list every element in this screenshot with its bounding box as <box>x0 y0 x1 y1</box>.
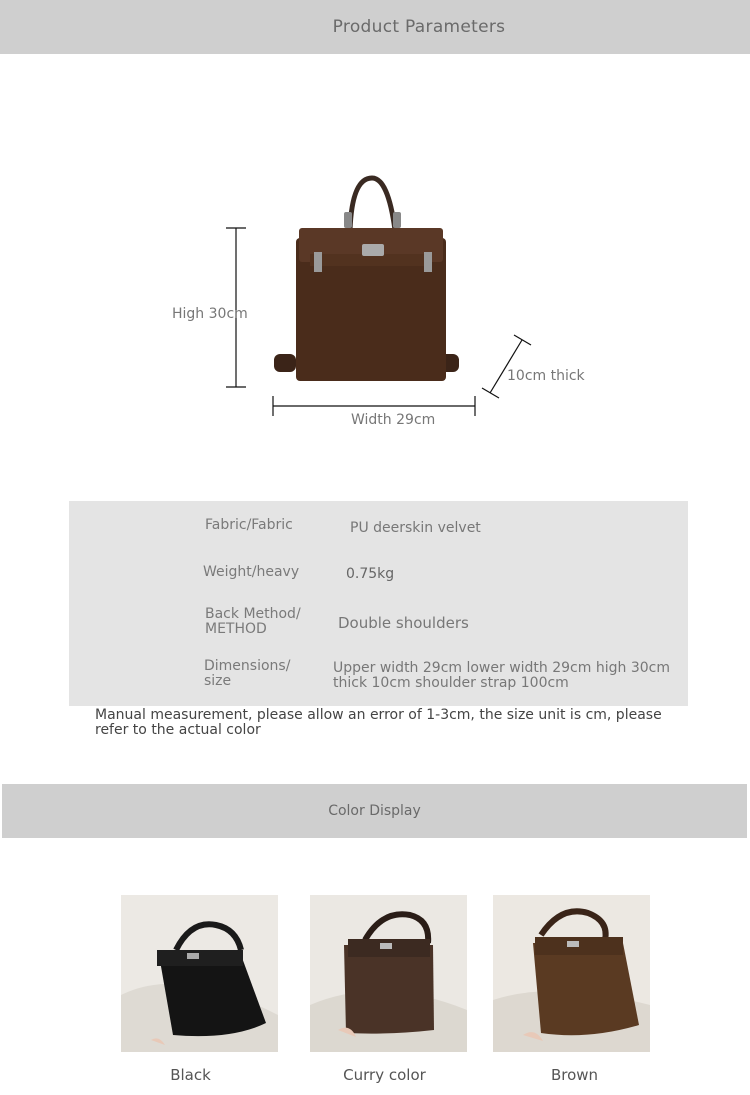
color-swatch-brown[interactable] <box>493 895 650 1052</box>
spec-key-weight: Weight/heavy <box>203 564 300 580</box>
spec-value-weight: 0.75kg <box>346 566 395 582</box>
product-parameters-header <box>0 0 750 54</box>
brown-bag-photo <box>493 895 650 1052</box>
curry-bag-photo <box>310 895 467 1052</box>
spec-value-back-method: Double shoulders <box>338 614 469 632</box>
color-swatch-curry[interactable] <box>310 895 467 1052</box>
color-display-header <box>2 784 747 838</box>
color-label-curry: Curry color <box>343 1066 426 1084</box>
measurement-note: Manual measurement, please allow an error of 1-3cm, the size unit is cm, please refer to the actual color <box>95 707 662 738</box>
spec-value-fabric: PU deerskin velvet <box>350 520 481 536</box>
spec-key-back-method: Back Method/ METHOD <box>205 606 301 637</box>
bag-dimension-illustration <box>0 150 750 450</box>
thickness-label: 10cm thick <box>507 368 585 384</box>
color-display-title: Color Display <box>328 803 421 819</box>
spec-key-fabric: Fabric/Fabric <box>205 517 293 533</box>
black-bag-photo <box>121 895 278 1052</box>
color-label-brown: Brown <box>550 1066 599 1084</box>
color-label-black: Black <box>170 1066 211 1084</box>
color-swatch-black[interactable] <box>121 895 278 1052</box>
product-parameters-title: Product Parameters <box>332 17 506 37</box>
height-label: High 30cm <box>172 306 248 322</box>
bag-drawing <box>274 178 459 381</box>
width-label: Width 29cm <box>351 412 436 428</box>
spec-value-dimensions: Upper width 29cm lower width 29cm high 30cm thick 10cm shoulder strap 100cm <box>333 660 670 691</box>
thickness-ruler <box>482 335 531 398</box>
spec-key-dimensions: Dimensions/ size <box>204 658 291 689</box>
